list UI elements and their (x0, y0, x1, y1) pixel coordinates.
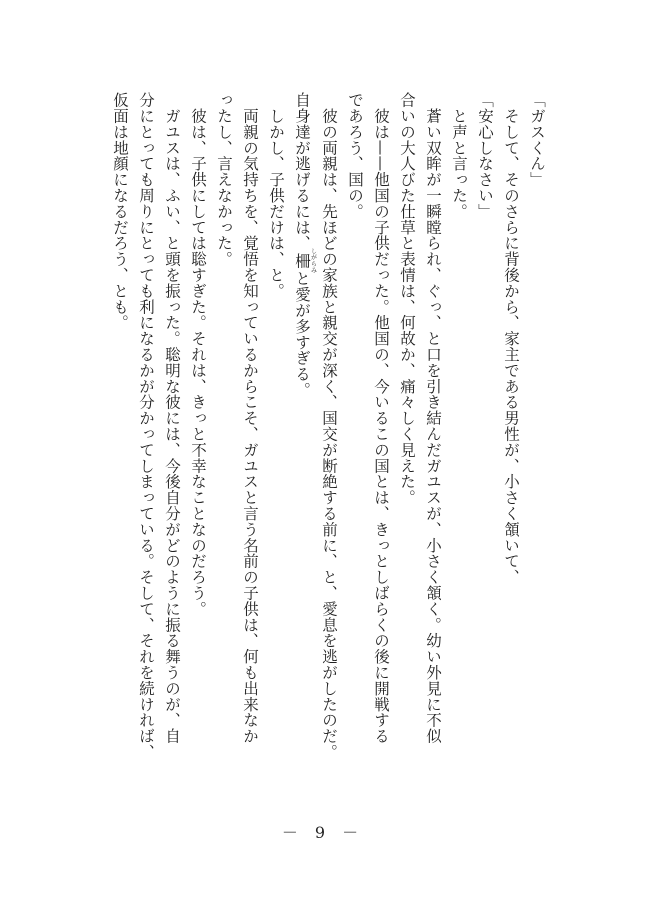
text-line-7: 彼は——他国の子供だった。他国の、今いるこの国とは、きっとしばらくの後に開戦する (372, 92, 390, 744)
text-line-10-end: と愛が多すぎる。 (293, 270, 311, 398)
text-line-8: であろう、国の。 (346, 92, 364, 220)
ruby-word (293, 248, 317, 274)
text-line-16: 分にとっても周りにとっても利になるかが分かってしまっている。そして、それを続ければ、 (137, 92, 155, 760)
text-line-13: ったし、言えなかった。 (215, 92, 233, 267)
text-line-6: 合いの大人びた仕草と表情は、何故か、痛々しく見えた。 (398, 92, 416, 506)
text-line-1: 「ガスくん」 (528, 92, 546, 188)
text-line-2: そして、そのさらに背後から、家主である男性が、小さく頷いて、 (502, 92, 520, 585)
ruby-base: 柵 (293, 248, 311, 274)
text-line-12: 両親の気持ちを、覚悟を知っているからこそ、ガユスと言う名前の子供は、何も出来なか (241, 92, 259, 744)
text-line-9: 彼の両親は、先ほどの家族と親交が深く、国交が断絶する前に、と、愛息を逃がしたのだ。 (320, 92, 338, 760)
text-line-11: しかし、子供だけは、と。 (267, 92, 285, 299)
ruby-reading: しがらみ (309, 248, 317, 274)
page-number: － 9 － (281, 823, 365, 842)
text-line-3: 「安心しなさい」 (476, 92, 494, 220)
text-line-15: ガユスは、ふい、と頭を振った。聡明な彼には、今後自分がどのように振る舞うのが、自 (163, 92, 181, 744)
body-text (107, 92, 550, 760)
text-line-10-start: 自身達が逃げるには、 (293, 92, 311, 251)
text-line-17: 仮面は地顔になるだろう、とも。 (111, 92, 129, 331)
text-line-10 (289, 92, 316, 732)
text-line-14: 彼は、子供にしては聡すぎた。それは、きっと不幸なことなのだろう。 (189, 92, 207, 617)
text-line-5: 蒼い双眸が一瞬瞠られ、ぐっ、と口を引き結んだガユスが、小さく頷く。幼い外見に不似 (424, 92, 442, 744)
text-line-4: と声と言った。 (450, 92, 468, 220)
